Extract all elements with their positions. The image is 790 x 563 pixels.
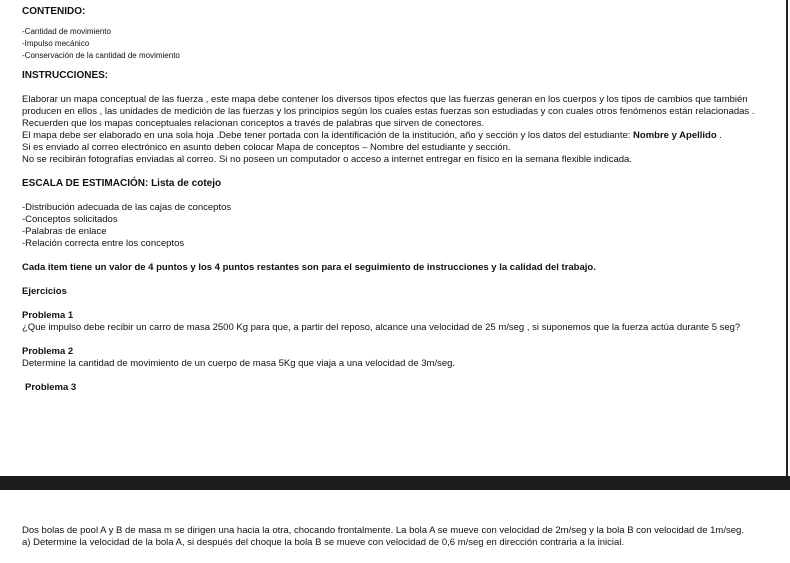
page-1-content	[22, 6, 757, 394]
problema-2-text: Determine la cantidad de movimiento de un cuerpo de masa 5Kg que viaja a una velocidad de 3m/seg.	[22, 358, 456, 369]
contenido-item: -Cantidad de movimiento	[22, 27, 111, 36]
problema-1-title: Problema 1	[22, 310, 74, 321]
problema-3-text: Dos bolas de pool A y B de masa m se dirigen una hacia la otra, chocando frontalmente. La bola A se mueve con velocidad de 2m/seg y la bola B con velocidad de 1m/seg.	[22, 525, 744, 536]
escala-heading: ESCALA DE ESTIMACIÓN: Lista de cotejo	[22, 178, 222, 189]
page-edge-line	[786, 0, 788, 476]
contenido-heading: CONTENIDO:	[22, 6, 86, 17]
problema-2-title: Problema 2	[22, 346, 74, 357]
nombre-apellido: Nombre y Apellido	[633, 130, 717, 141]
document-page-2	[0, 490, 790, 563]
escala-item: -Conceptos solicitados	[22, 214, 118, 225]
contenido-item: -Conservación de la cantidad de movimiento	[22, 51, 180, 60]
problema-3-title: Problema 3	[25, 382, 77, 393]
escala-note: Cada item tiene un valor de 4 puntos y los 4 puntos restantes son para el seguimiento de instrucciones y la calidad del trabajo.	[22, 262, 596, 273]
escala-item: -Palabras de enlace	[22, 226, 107, 237]
instrucciones-heading: INSTRUCCIONES:	[22, 70, 109, 81]
page-gap	[0, 476, 790, 490]
para3-text: El mapa debe ser elaborado en una sola hoja .Debe tener portada con la identificación de la institución, año y sección y los datos del estudiante:	[22, 130, 634, 141]
problema-3-question-a: a) Determine la velocidad de la bola A, si después del choque la bola B se mueve con velocidad de 0,6 m/seg en dirección contraria a la inicial.	[22, 537, 625, 548]
ejercicios-heading: Ejercicios	[22, 286, 67, 297]
instrucciones-para: No se recibirán fotografías enviadas al correo. Si no poseen un computador o acceso a internet entregar en físico en la semana flexible indicada.	[22, 154, 632, 165]
instrucciones-para: Elaborar un mapa conceptual de las fuerza , este mapa debe contener los diversos tipos efectos que las fuerzas generan en los cuerpos y los tipos de cambios que también producen en ellos , las unidades de medición de las fuerzas y los principios según los cuales estas fuerzas son estudiadas y con cuales otros fenómenos están relacionadas .	[22, 94, 755, 117]
instrucciones-para: Si es enviado al correo electrónico en asunto deben colocar Mapa de conceptos – Nombre del estudiante y sección.	[22, 142, 511, 153]
escala-item: -Relación correcta entre los conceptos	[22, 238, 185, 249]
instrucciones-para	[22, 130, 757, 142]
contenido-item: -Impulso mecánico	[22, 39, 90, 48]
page-2-content	[22, 525, 757, 549]
escala-item: -Distribución adecuada de las cajas de conceptos	[22, 202, 232, 213]
problema-1-text: ¿Que impulso debe recibir un carro de masa 2500 Kg para que, a partir del reposo, alcance una velocidad de 25 m/seg , si suponemos que la fuerza actúa durante 5 seg?	[22, 322, 741, 333]
para3-end: .	[716, 130, 722, 141]
instrucciones-para: Recuerden que los mapas conceptuales relacionan conceptos a través de palabras que sirven de conectores.	[22, 118, 485, 129]
